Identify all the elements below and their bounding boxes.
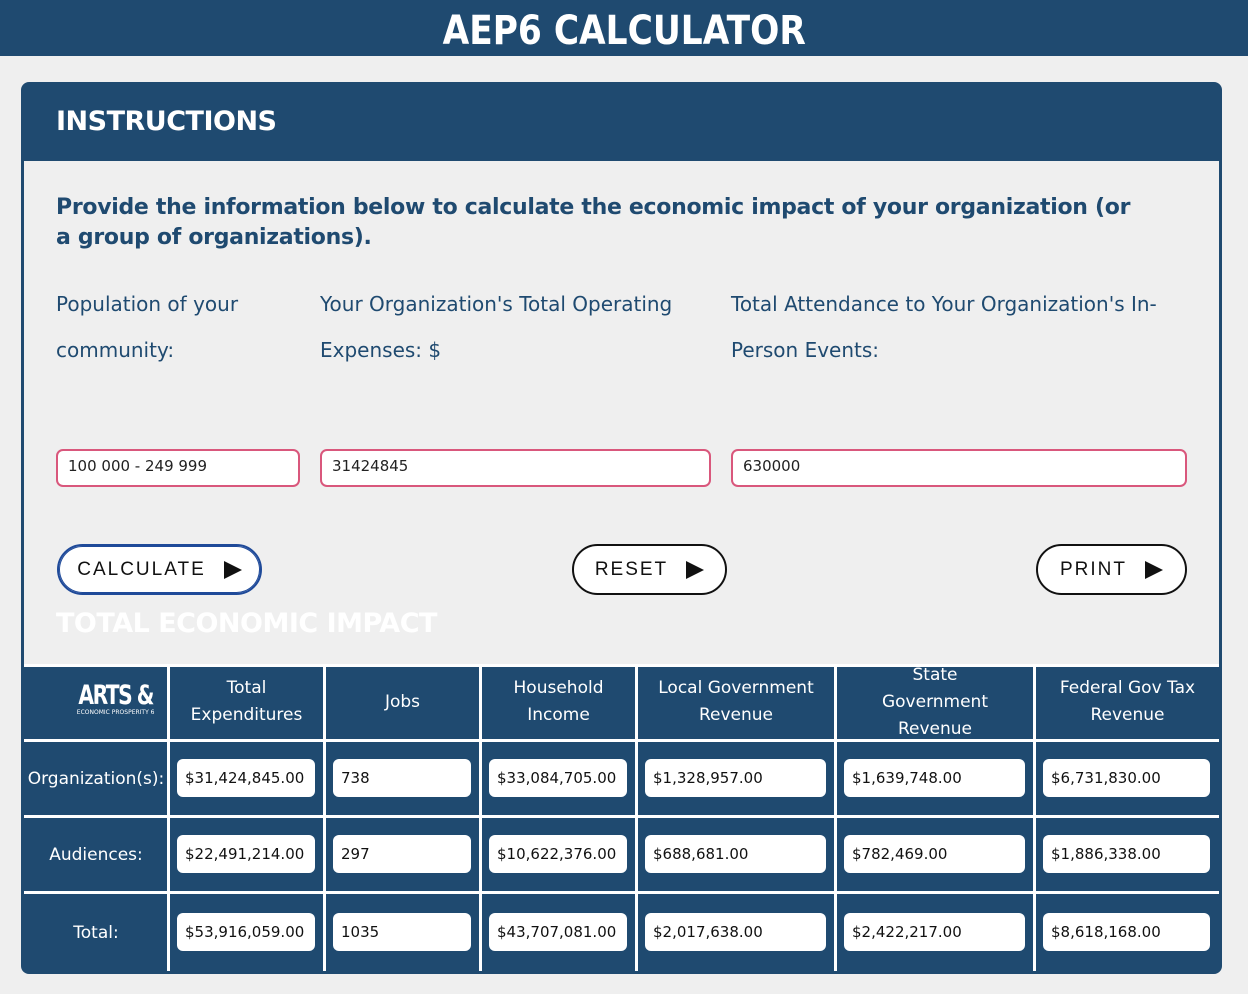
- expenses-input[interactable]: 31424845: [320, 449, 711, 487]
- play-arrow-icon: [1145, 561, 1163, 579]
- table-cell: $31,424,845.00: [177, 759, 315, 797]
- population-select[interactable]: 100 000 - 249 999: [56, 449, 300, 487]
- table-cell: $1,328,957.00: [645, 759, 826, 797]
- attendance-label: Total Attendance to Your Organization's In-Person Events:: [731, 292, 1157, 362]
- column-header: Federal Gov Tax Revenue: [1059, 678, 1196, 725]
- reset-button[interactable]: [572, 544, 727, 595]
- impact-title: TOTAL ECONOMIC IMPACT: [56, 608, 437, 639]
- table-cell: $1,886,338.00: [1043, 835, 1210, 873]
- reset-button-label: RESET: [594, 558, 669, 580]
- column-header: State Government Revenue: [881, 664, 989, 739]
- play-arrow-icon: [686, 561, 704, 579]
- top-bar: [0, 0, 1248, 56]
- table-cell: $2,422,217.00: [844, 913, 1025, 951]
- table-cell: $53,916,059.00: [177, 913, 315, 951]
- instructions-title: INSTRUCTIONS: [56, 106, 277, 137]
- attendance-input[interactable]: 630000: [731, 449, 1187, 487]
- impact-table: [24, 664, 1219, 971]
- arts-logo: [66, 682, 165, 717]
- instructions-body: [24, 161, 1219, 667]
- calculator-panel: [21, 82, 1222, 974]
- calculate-button-label: CALCULATE: [77, 558, 206, 580]
- play-arrow-icon: [224, 561, 242, 579]
- table-cell: 738: [333, 759, 471, 797]
- app-title: AEP6 CALCULATOR: [442, 8, 806, 54]
- table-cell: $33,084,705.00: [489, 759, 627, 797]
- table-cell: 1035: [333, 913, 471, 951]
- column-header: Household Income: [513, 678, 604, 725]
- table-rule: [24, 815, 1219, 818]
- row-label-audiences: Audiences:: [49, 844, 143, 865]
- table-cell: 297: [333, 835, 471, 873]
- print-button[interactable]: [1036, 544, 1187, 595]
- column-header: Jobs: [384, 691, 421, 712]
- row-label-organizations: Organization(s):: [27, 768, 165, 789]
- table-rule: [24, 891, 1219, 894]
- row-label-total: Total:: [73, 922, 119, 943]
- table-cell: $1,639,748.00: [844, 759, 1025, 797]
- table-cell: $688,681.00: [645, 835, 826, 873]
- table-cell: $10,622,376.00: [489, 835, 627, 873]
- calculate-button[interactable]: [57, 544, 262, 595]
- population-label: Population of your community:: [56, 292, 239, 362]
- table-cell: $43,707,081.00: [489, 913, 627, 951]
- logo-subtext: ECONOMIC PROSPERITY 6: [76, 709, 155, 716]
- column-header: Total Expenditures: [190, 678, 303, 725]
- table-cell: $8,618,168.00: [1043, 913, 1210, 951]
- logo-text: ARTS &: [78, 680, 153, 711]
- table-cell: $2,017,638.00: [645, 913, 826, 951]
- table-cell: $782,469.00: [844, 835, 1025, 873]
- table-cell: $22,491,214.00: [177, 835, 315, 873]
- print-button-label: PRINT: [1060, 558, 1127, 580]
- instructions-lead: Provide the information below to calculate the economic impact of your organization (or a group of organizations).: [56, 195, 1131, 250]
- expenses-label: Your Organization's Total Operating Expenses: $: [320, 292, 673, 362]
- table-cell: $6,731,830.00: [1043, 759, 1210, 797]
- column-header: Local Government Revenue: [658, 678, 814, 725]
